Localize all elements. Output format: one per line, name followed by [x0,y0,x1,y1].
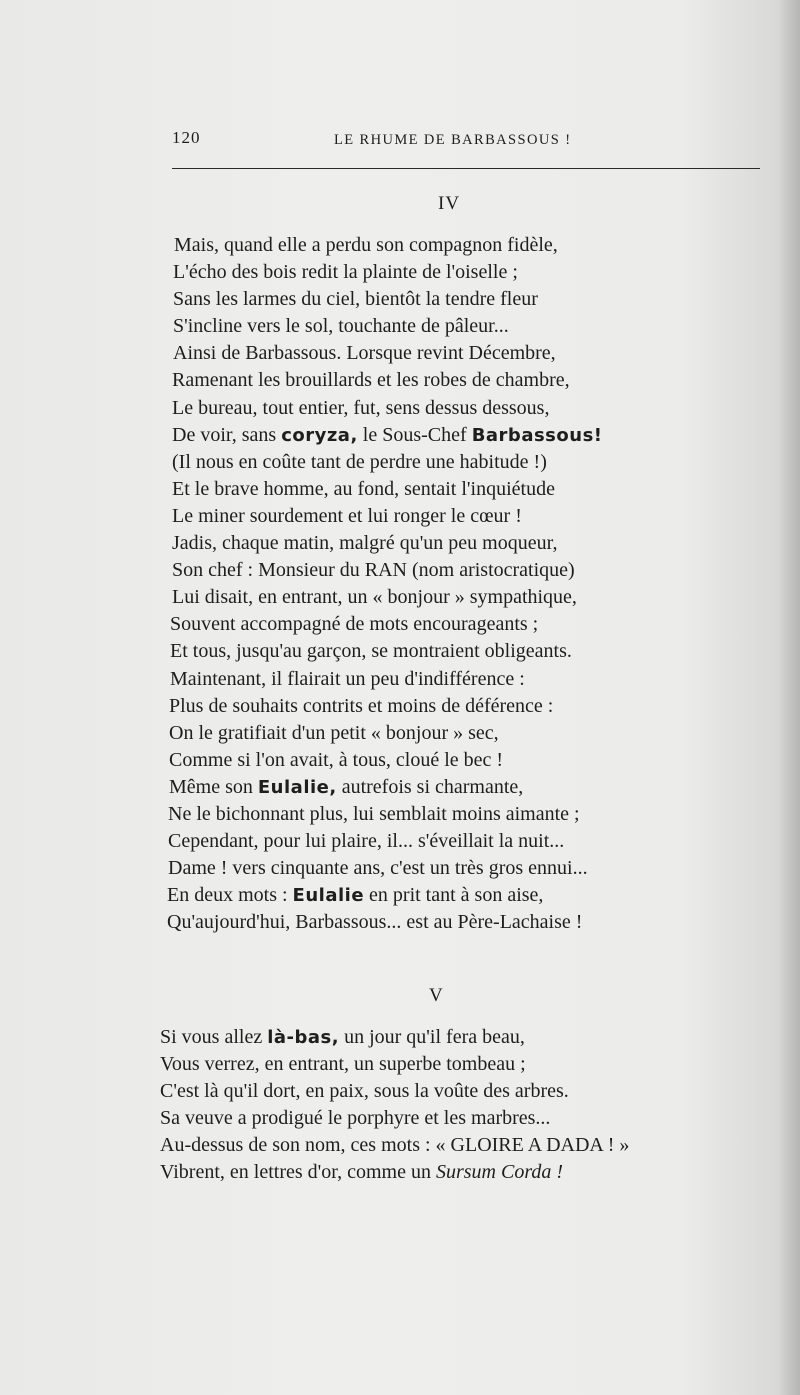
page-edge-shadow [778,0,800,1395]
italic-phrase: Sursum Corda ! [435,1161,564,1184]
verse-line: Lui disait, en entrant, un « bonjour » sympathique, [172,586,577,609]
verse-block-iv [167,232,603,936]
page-header [172,128,762,158]
emphasized-name: Eulalie [292,885,365,907]
verse-text: En deux mots : [167,884,293,907]
verse-line: Mais, quand elle a perdu son compagnon fidèle, [174,234,558,256]
verse-line [169,774,603,801]
verse-line: Et tous, jusqu'au garçon, se montraient obligeants. [170,640,572,663]
verse-line: Dame ! vers cinquante ans, c'est un très gros ennui... [168,857,588,880]
verse-text: en prit tant à son aise, [364,884,544,907]
verse-line: Ainsi de Barbassous. Lorsque revint Décembre, [173,342,556,365]
verse-line: Jadis, chaque matin, malgré qu'un peu moqueur, [172,532,558,555]
verse-line [172,422,603,449]
verse-line: Cependant, pour lui plaire, il... s'éveillait la nuit... [168,830,565,853]
verse-line: Maintenant, il flairait un peu d'indifférence : [170,667,525,690]
verse-text: un jour qu'il fera beau, [339,1026,525,1048]
verse-line: Son chef : Monsieur du RAN (nom aristocratique) [172,559,575,582]
verse-text: Même son [169,775,258,798]
verse-line: Ne le bichonnant plus, lui semblait moins aimante ; [168,802,580,825]
verse-line: Souvent accompagné de mots encourageants ; [170,613,539,636]
header-rule [172,168,760,169]
running-title: LE RHUME DE BARBASSOUS ! [334,132,572,148]
verse-line: Sans les larmes du ciel, bientôt la tendre fleur [173,288,538,311]
verse-line: Au-dessus de son nom, ces mots : « GLOIRE A DADA ! » [160,1134,630,1157]
section-heading-iv: IV [438,193,461,214]
page-number: 120 [172,128,201,147]
verse-line: (Il nous en coûte tant de perdre une habitude !) [172,450,547,473]
verse-line: Et le brave homme, au fond, sentait l'inquiétude [172,477,555,500]
verse-line: Sa veuve a prodigué le porphyre et les marbres... [160,1107,551,1130]
verse-text: Si vous allez [160,1026,268,1048]
section-heading-v: V [429,985,444,1006]
verse-block-v [160,1024,629,1187]
verse-text: le Sous-Chef [357,423,472,446]
verse-line: On le gratifiait d'un petit « bonjour » sec, [169,721,499,744]
verse-text: De voir, sans [172,423,282,446]
emphasized-name: Eulalie, [257,776,337,798]
verse-line: Le bureau, tout entier, fut, sens dessus dessous, [172,396,550,419]
emphasized-word: coryza, [281,424,358,446]
verse-text: Vibrent, en lettres d'or, comme un [160,1161,436,1184]
verse-line [160,1159,629,1186]
verse-line [160,1024,629,1051]
verse-line: S'incline vers le sol, touchante de pâleur... [173,315,509,338]
verse-line: Ramenant les brouillards et les robes de chambre, [172,369,570,392]
emphasized-name: Barbassous! [471,424,603,446]
verse-line: Qu'aujourd'hui, Barbassous... est au Père-Lachaise ! [167,911,583,934]
verse-line: L'écho des bois redit la plainte de l'oiselle ; [173,261,518,284]
verse-text: autrefois si charmante, [336,775,524,798]
verse-line [167,882,603,909]
verse-line: Vous verrez, en entrant, un superbe tombeau ; [160,1053,526,1076]
verse-line: Le miner sourdement et lui ronger le cœur ! [172,504,522,527]
verse-line: Plus de souhaits contrits et moins de déférence : [169,694,554,717]
verse-line: C'est là qu'il dort, en paix, sous la voûte des arbres. [160,1080,569,1103]
verse-line: Comme si l'on avait, à tous, cloué le bec ! [169,748,504,771]
emphasized-word: là-bas, [267,1027,340,1048]
